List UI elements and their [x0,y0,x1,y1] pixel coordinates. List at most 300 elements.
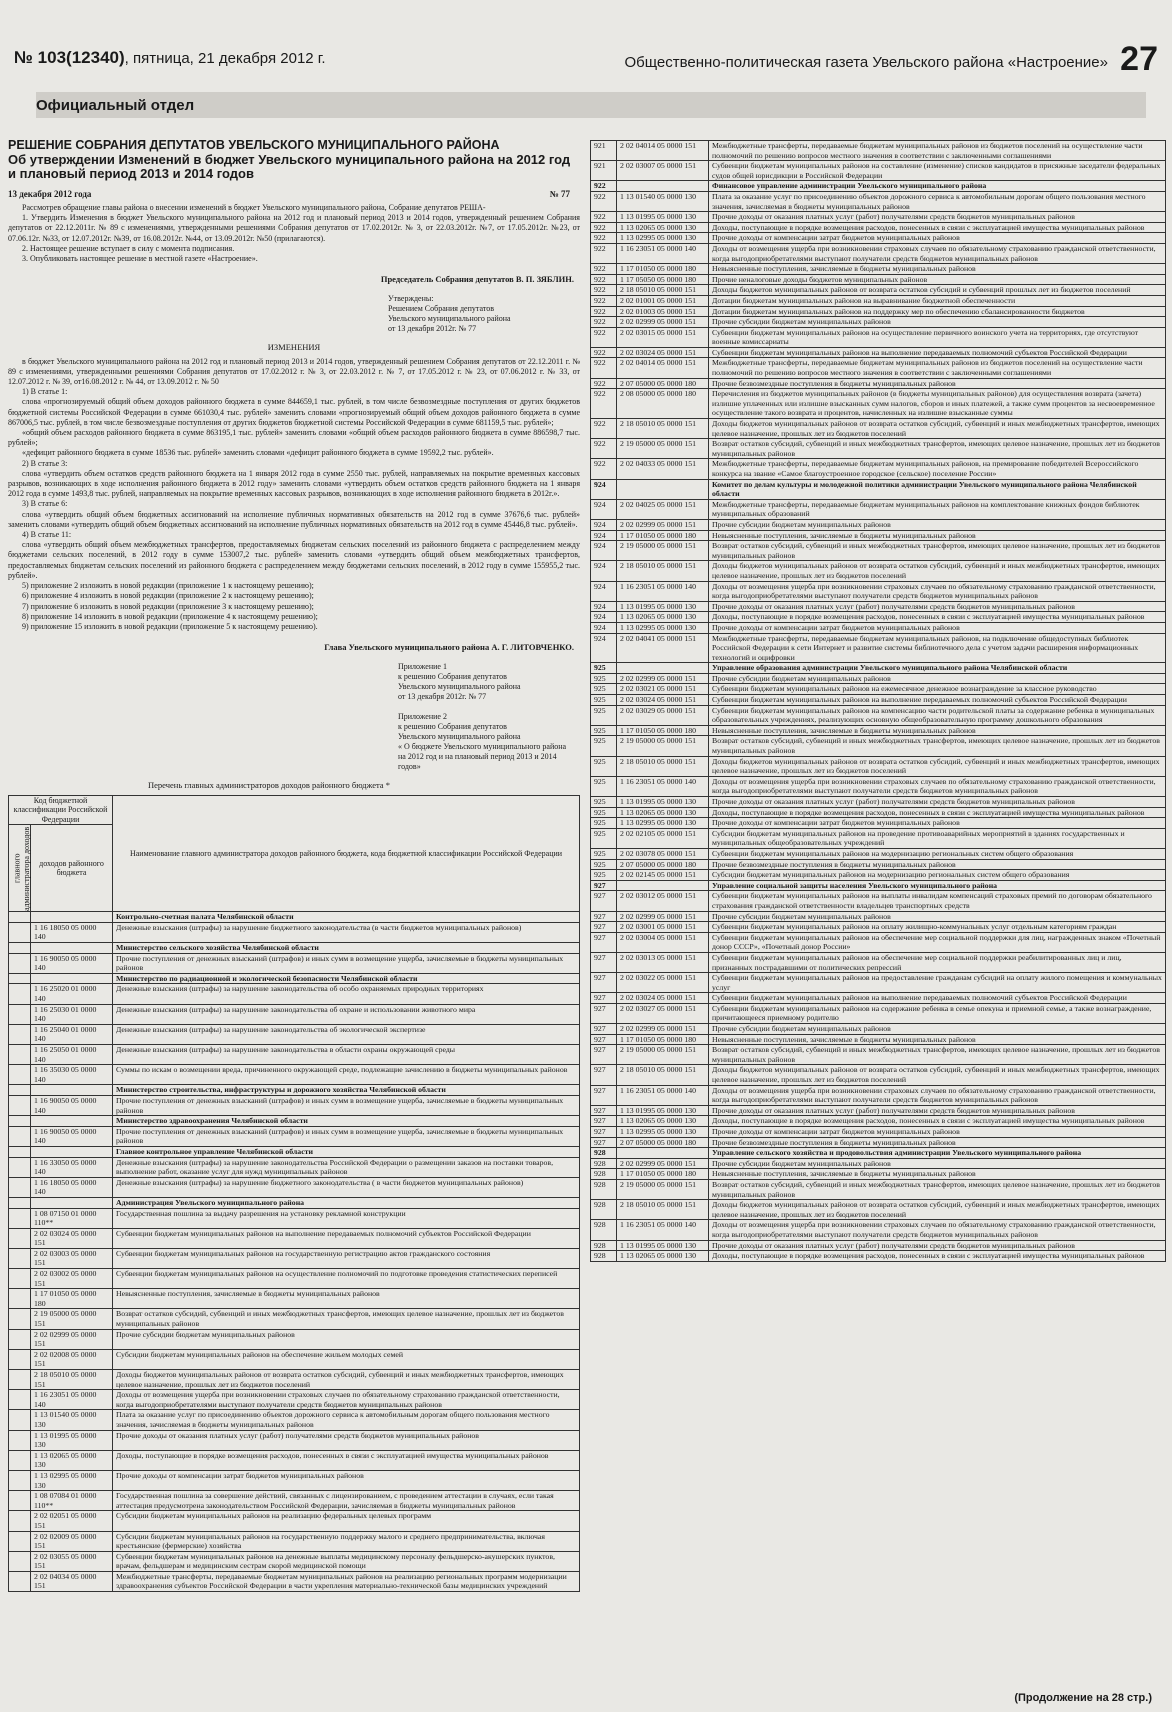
administrator-name-cell: Администрация Увельского муниципального района [113,1197,580,1208]
admin-code-cell: 927 [591,1105,617,1116]
list-title: Перечень главных администраторов доходов районного бюджета * [148,780,390,791]
revenue-code-cell: 1 13 01540 05 0000 130 [31,1410,113,1430]
revenue-code-cell: 1 16 90050 05 0000 140 [31,1126,113,1146]
table-row [591,295,1166,306]
revenue-name-cell: Плата за оказание услуг по присоединению объектов дорожного сервиса к автомобильным дорогам общего пользования местного значения, зачисляемая в бюджеты муниципальных районов [709,191,1166,211]
table-row [9,1065,580,1085]
revenue-code-cell: 2 19 05000 05 0000 151 [617,736,709,756]
decision-date-row [8,189,580,203]
left-column [8,132,580,1702]
admin-code-cell [9,1491,31,1511]
administrator-header-row [591,663,1166,674]
table-row [9,1511,580,1531]
revenue-code-cell: 1 08 07150 01 0000 110** [31,1208,113,1228]
changes-paragraph: 2) В статье 3: [22,458,68,468]
table-row [591,797,1166,808]
appendix-2 [398,712,580,772]
revenue-code-cell: 1 08 07084 01 0000 110** [31,1491,113,1511]
table-row [591,1240,1166,1251]
admin-code-cell [9,1024,31,1044]
table-row [9,1228,580,1248]
admin-code-cell: 928 [591,1200,617,1220]
revenue-code-cell: 2 18 05010 05 0000 151 [617,1065,709,1085]
admin-code-cell: 927 [591,911,617,922]
revenue-code-cell: 2 07 05000 05 0000 180 [617,378,709,389]
revenue-name-cell: Прочие неналоговые доходы бюджетов муниципальных районов [709,274,1166,285]
chair-signature: Председатель Собрания депутатов В. П. ЗЯБЛИН. [380,274,574,285]
administrator-header-row [591,880,1166,891]
admin-code-cell [9,1065,31,1085]
revenue-code-cell: 2 02 02999 05 0000 151 [617,317,709,328]
table-row [591,1169,1166,1180]
revenue-name-cell: Прочие субсидии бюджетам муниципальных районов [709,1024,1166,1035]
table-row [591,891,1166,911]
revenue-name-cell: Прочие поступления от денежных взысканий (штрафов) и иных сумм в возмещение ущерба, зачисляемые в бюджеты муниципальных районов [113,1095,580,1115]
revenue-code-cell: 1 13 02995 05 0000 130 [617,1127,709,1138]
admin-code-cell: 928 [591,1179,617,1199]
admin-code-cell [9,953,31,973]
revenue-name-cell: Прочие субсидии бюджетам муниципальных районов [709,317,1166,328]
revenue-code-cell: 2 19 05000 05 0000 151 [617,1179,709,1199]
changes-paragraph: 4) В статье 11: [22,530,72,540]
administrator-header-row [591,1148,1166,1159]
revenue-code-cell: 1 13 02995 05 0000 130 [617,818,709,829]
administrator-header-row [591,181,1166,192]
table-row [9,1370,580,1390]
table-row [591,622,1166,633]
revenue-code-cell: 2 07 05000 05 0000 180 [617,859,709,870]
admin-code-cell: 928 [591,1148,617,1159]
revenue-code-header: доходов районного бюджета [31,825,113,912]
table-row [9,1126,580,1146]
admin-code-cell: 924 [591,530,617,541]
revenue-code-cell: 1 13 01995 05 0000 130 [617,601,709,612]
admin-code-cell [9,1197,31,1208]
decision-heading: РЕШЕНИЕ СОБРАНИЯ ДЕПУТАТОВ УВЕЛЬСКОГО МУНИЦИПАЛЬНОГО РАЙОНА [8,138,500,152]
revenue-code-cell: 2 02 02051 05 0000 151 [31,1511,113,1531]
revenue-name-cell: Субвенции бюджетам муниципальных районов на оплату жилищно-коммунальных услуг отдельным категориям граждан [709,922,1166,933]
admin-code-cell: 922 [591,264,617,275]
admin-code-cell [9,1551,31,1571]
revenue-name-cell: Невыясненные поступления, зачисляемые в бюджеты муниципальных районов [709,1034,1166,1045]
revenue-name-cell: Доходы бюджетов муниципальных районов от возврата остатков субсидий, субвенций и иных межбюджетных трансфертов, имеющих целевое назначение, прошлых лет из бюджетов поселений [709,1065,1166,1085]
revenue-code-cell [31,1085,113,1096]
table-row [591,264,1166,275]
revenue-code-cell [617,181,709,192]
revenue-name-cell: Невыясненные поступления, зачисляемые в бюджеты муниципальных районов [709,1169,1166,1180]
appendix-line: Приложение 1 [398,662,447,672]
admin-code-cell: 927 [591,1003,617,1023]
revenue-name-cell: Доходы, поступающие в порядке возмещения расходов, понесенных в связи с эксплуатацией имущества муниципальных районов [113,1450,580,1470]
admin-code-cell: 925 [591,807,617,818]
admin-code-cell [9,1146,31,1157]
revenue-code-cell [31,1116,113,1127]
revenue-code-cell: 2 19 05000 05 0000 151 [617,1045,709,1065]
admin-code-cell: 927 [591,973,617,993]
admin-code-cell [9,1228,31,1248]
revenue-name-cell: Прочие безвозмездные поступления в бюджеты муниципальных районов [709,378,1166,389]
revenue-name-cell: Возврат остатков субсидий, субвенций и иных межбюджетных трансфертов, имеющих целевое назначение, прошлых лет из бюджетов муниципальных районов [709,439,1166,459]
section-banner [36,92,1146,118]
admin-code-cell: 925 [591,797,617,808]
table-row [9,1248,580,1268]
table-row [591,1158,1166,1169]
table-row [9,1157,580,1177]
revenue-code-cell: 2 02 03078 05 0000 151 [617,848,709,859]
revenue-code-cell: 2 02 04014 05 0000 151 [617,358,709,378]
revenue-code-cell: 2 18 05010 05 0000 151 [617,285,709,296]
revenue-name-cell: Прочие доходы от компенсации затрат бюджетов муниципальных районов [709,1127,1166,1138]
revenue-code-cell: 2 02 03002 05 0000 151 [31,1269,113,1289]
revenue-name-cell: Денежные взыскания (штрафы) за нарушение законодательства об особо охраняемых природных территориях [113,984,580,1004]
table-row [591,601,1166,612]
revenue-name-cell: Доходы бюджетов муниципальных районов от возврата остатков субсидий, субвенций и иных межбюджетных трансфертов, имеющих целевое назначение, прошлых лет из бюджетов поселений [709,756,1166,776]
administrator-name-cell: Комитет по делам культуры и молодежной политики администрации Увельского муниципального района Челябинской области [709,479,1166,499]
admin-code-cell: 924 [591,561,617,581]
admin-code-cell: 924 [591,499,617,519]
admin-code-cell: 925 [591,756,617,776]
revenue-name-cell: Прочие доходы от компенсации затрат бюджетов муниципальных районов [709,818,1166,829]
revenue-code-cell: 2 02 04033 05 0000 151 [617,459,709,479]
revenue-code-cell: 1 13 02995 05 0000 130 [617,233,709,244]
revenue-name-cell: Невыясненные поступления, зачисляемые в бюджеты муниципальных районов [709,725,1166,736]
revenue-name-cell: Доходы, поступающие в порядке возмещения расходов, понесенных в связи с эксплуатацией имущества муниципальных районов [709,1116,1166,1127]
revenue-name-cell: Возврат остатков субсидий, субвенций и иных межбюджетных трансфертов, имеющих целевое назначение, прошлых лет из бюджетов муниципальных районов [709,736,1166,756]
revenue-name-cell: Доходы от возмещения ущерба при возникновении страховых случаев по обязательному страхованию гражданской ответственности, когда выгодоприобретателями выступают получатели средств бюджетов муниципальных районов [709,581,1166,601]
revenue-name-cell: Субвенции бюджетам муниципальных районов на выполнение передаваемых полномочий субъектов Российской Федерации [709,993,1166,1004]
table-row [591,1045,1166,1065]
table-row [591,499,1166,519]
revenue-code-cell: 1 16 25020 01 0000 140 [31,984,113,1004]
decision-date: 13 декабря 2012 года [8,189,92,199]
revenue-name-cell: Невыясненные поступления, зачисляемые в бюджеты муниципальных районов [709,264,1166,275]
table-row [591,1137,1166,1148]
table-row [591,306,1166,317]
admin-code-cell [9,1390,31,1410]
table-row [9,1045,580,1065]
admin-code-cell: 922 [591,419,617,439]
admin-code-cell [9,984,31,1004]
admin-code-cell: 924 [591,633,617,663]
table-row [9,1551,580,1571]
table-row [9,1208,580,1228]
revenue-name-cell: Межбюджетные трансферты, передаваемые бюджетам муниципальных районов из бюджетов поселений на осуществление части полномочий по решению вопросов местного значения в соответствии с заключенными соглашениями [709,141,1166,161]
revenue-name-cell: Прочие субсидии бюджетам муниципальных районов [709,673,1166,684]
revenue-name-cell: Прочие доходы от оказания платных услуг (работ) получателями средств бюджетов муниципальных районов [709,601,1166,612]
revenue-name-cell: Субвенции бюджетам муниципальных районов на осуществление первичного воинского учета на территориях, где отсутствуют военные комиссариаты [709,327,1166,347]
appendix-line: от 13 декабря 2012г. № 77 [398,692,487,702]
revenue-code-cell: 1 16 23051 05 0000 140 [617,1085,709,1105]
admin-code-cell: 922 [591,222,617,233]
table-row [591,141,1166,161]
table-row [591,222,1166,233]
revenue-name-cell: Прочие доходы от оказания платных услуг (работ) получателями средств бюджетов муниципальных районов [709,797,1166,808]
admin-code-cell: 924 [591,601,617,612]
revenue-name-cell: Субвенции бюджетам муниципальных районов на выполнение передаваемых полномочий субъектов Российской Федерации [709,695,1166,706]
revenue-code-cell [31,1197,113,1208]
admin-code-cell [9,973,31,984]
revenue-name-cell: Невыясненные поступления, зачисляемые в бюджеты муниципальных районов [709,530,1166,541]
administrator-name-cell: Министерство по радиационной и экологической безопасности Челябинской области [113,973,580,984]
admin-code-cell: 925 [591,663,617,674]
name-header: Наименование главного администратора доходов районного бюджета, кода бюджетной классификации Российской Федерации [113,795,580,912]
admin-code-cell: 922 [591,274,617,285]
administrator-header-row [9,1146,580,1157]
revenue-code-cell: 2 02 03001 05 0000 151 [617,922,709,933]
admin-code-cell [9,1004,31,1024]
revenue-name-cell: Межбюджетные трансферты, передаваемые бюджетам муниципальных районов на комплектование книжных фондов библиотек муниципальных образований [709,499,1166,519]
admin-code-cell [9,1208,31,1228]
appendix-line: к решению Собрания депутатов [398,672,507,682]
admin-code-cell: 922 [591,181,617,192]
revenue-code-cell: 2 02 03021 05 0000 151 [617,684,709,695]
table-row [591,191,1166,211]
approved-line: Утверждены: [388,294,434,304]
revenue-code-cell: 1 16 25050 01 0000 140 [31,1045,113,1065]
table-row [9,1095,580,1115]
changes-paragraph: слова «прогнозируемый общий объем доходов районного бюджета в сумме 844659,1 тыс. рублей, в том числе безвозмездные поступления от других бюджетов бюджетной системы Российской Федерации в сумме 661030,4 тыс. рублей» заменить словами «прогнозируемый общий объем доходов районного бюджета в сумме 867006,5 тыс. рублей, в том числе безвозмездные поступления от других бюджетов бюджетной системы Российской Федерации в сумме 681159,5 тыс. рублей»; [8,397,580,427]
changes-paragraph: 8) приложение 14 изложить в новой редакции (приложение 4 к настоящему решению); [22,611,318,621]
revenue-code-cell: 2 02 02999 05 0000 151 [617,1024,709,1035]
table-row [591,776,1166,796]
revenue-name-cell: Доходы, поступающие в порядке возмещения расходов, понесенных в связи с эксплуатацией имущества муниципальных районов [709,222,1166,233]
admin-code-cell [9,1126,31,1146]
revenue-name-cell: Субвенции бюджетам муниципальных районов на денежные выплаты медицинскому персоналу фельдшерско-акушерских пунктов, врачам, фельдшерам и медицинским сестрам скорой медицинской помощи [113,1551,580,1571]
page-number: 27 [1120,40,1158,78]
revenue-name-cell: Прочие доходы от оказания платных услуг (работ) получателями средств бюджетов муниципальных районов [709,1240,1166,1251]
table-row [591,161,1166,181]
revenue-name-cell: Доходы, поступающие в порядке возмещения расходов, понесенных в связи с эксплуатацией имущества муниципальных районов [709,807,1166,818]
admin-code-cell: 924 [591,519,617,530]
changes-title: ИЗМЕНЕНИЯ [267,342,321,353]
revenue-code-cell [31,1146,113,1157]
revenue-code-cell: 1 13 02995 05 0000 130 [31,1470,113,1490]
revenue-code-cell [617,880,709,891]
revenue-name-cell: Суммы по искам о возмещении вреда, причиненного окружающей среде, подлежащие зачислению в бюджеты муниципальных районов [113,1065,580,1085]
revenue-code-cell: 1 17 01050 05 0000 180 [617,725,709,736]
table-row [9,1430,580,1450]
table-row [9,1491,580,1511]
table-row [591,1085,1166,1105]
admin-code-cell: 922 [591,439,617,459]
admin-code-cell [9,1309,31,1329]
administrator-header-row [9,912,580,923]
admin-code-cell: 928 [591,1251,617,1262]
revenue-code-cell: 1 13 01995 05 0000 130 [617,1105,709,1116]
revenue-code-cell: 1 13 01995 05 0000 130 [617,1240,709,1251]
admin-code-cell: 928 [591,1220,617,1240]
revenue-code-cell: 2 02 03012 05 0000 151 [617,891,709,911]
head-signature: Глава Увельского муниципального района А. Г. ЛИТОВЧЕНКО. [324,642,574,653]
decision-body [8,203,580,264]
revenue-code-cell: 2 02 03022 05 0000 151 [617,973,709,993]
revenue-code-cell [31,973,113,984]
revenue-code-cell [617,479,709,499]
admin-code-cell: 925 [591,684,617,695]
revenue-code-cell: 2 02 02008 05 0000 151 [31,1349,113,1369]
revenue-code-cell: 2 19 05000 05 0000 151 [617,439,709,459]
revenue-code-cell: 1 16 33050 05 0000 140 [31,1157,113,1177]
revenue-code-cell: 2 02 04014 05 0000 151 [617,141,709,161]
administrator-name-cell: Министерство сельского хозяйства Челябинской области [113,943,580,954]
appendix-line: на 2012 год и на плановый период 2013 и 2014 годов» [398,752,557,772]
revenue-name-cell: Прочие доходы от компенсации затрат бюджетов муниципальных районов [113,1470,580,1490]
admin-code-cell: 927 [591,1127,617,1138]
revenue-code-cell: 2 18 05010 05 0000 151 [617,561,709,581]
admin-code-cell: 925 [591,776,617,796]
changes-body [8,357,580,632]
body-paragraph: Рассмотрев обращение главы района о внесении изменений в бюджет Увельского муниципального района, Собрание депутатов РЕША- [22,203,486,212]
admin-code-cell: 921 [591,161,617,181]
table-row [591,1105,1166,1116]
appendix-line: Увельского муниципального района [398,682,521,692]
revenue-code-cell: 1 13 02065 05 0000 130 [31,1450,113,1470]
revenue-name-cell: Доходы от возмещения ущерба при возникновении страховых случаев по обязательному страхованию гражданской ответственности, когда выгодоприобретателями выступают получатели средств бюджетов муниципальных районов [709,1085,1166,1105]
admin-code-cell: 927 [591,993,617,1004]
admin-code-header-label: главного администратора доходов [12,826,31,911]
table-row [591,581,1166,601]
admin-code-cell: 922 [591,459,617,479]
appendix-line: к решению Собрания депутатов [398,722,507,732]
table-row [591,859,1166,870]
table-row [591,818,1166,829]
table-row [591,1251,1166,1262]
revenue-code-cell: 2 19 05000 05 0000 151 [617,541,709,561]
admin-code-cell [9,1450,31,1470]
revenue-name-cell: Субвенции бюджетам муниципальных районов на ежемесячное денежное вознаграждение за классное руководство [709,684,1166,695]
revenue-code-cell: 2 02 04034 05 0000 151 [31,1571,113,1591]
revenue-name-cell: Невыясненные поступления, зачисляемые в бюджеты муниципальных районов [113,1289,580,1309]
changes-paragraph: «дефицит районного бюджета в сумме 18536 тыс. рублей» заменить словами «дефицит районного бюджета в сумме 19592,2 тыс. рублей». [22,448,494,458]
admin-code-cell [9,912,31,923]
revenue-name-cell: Прочие поступления от денежных взысканий (штрафов) и иных сумм в возмещение ущерба, зачисляемые в бюджеты муниципальных районов [113,953,580,973]
revenue-name-cell: Денежные взыскания (штрафы) за нарушение законодательства в области охраны окружающей среды [113,1045,580,1065]
admin-code-cell: 922 [591,317,617,328]
revenue-name-cell: Субвенции бюджетам муниципальных районов на предоставление гражданам субсидий на оплату жилого помещения и коммунальных услуг [709,973,1166,993]
table-row [9,1390,580,1410]
table-row [9,1450,580,1470]
table-row [9,953,580,973]
revenue-name-cell: Прочие поступления от денежных взысканий (штрафов) и иных сумм в возмещение ущерба, зачисляемые в бюджеты муниципальных районов [113,1126,580,1146]
table-row [9,1470,580,1490]
approved-line: Решением Собрания депутатов [388,304,494,314]
revenue-name-cell: Субвенции бюджетам муниципальных районов на выполнение передаваемых полномочий субъектов Российской Федерации [709,347,1166,358]
revenue-name-cell: Субвенции бюджетам муниципальных районов на осуществление полномочий по подготовке проведения статистических переписей [113,1269,580,1289]
body-paragraph: 2. Настоящее решение вступает в силу с момента подписания. [22,243,235,253]
admin-code-cell: 927 [591,1034,617,1045]
admin-code-cell: 927 [591,1116,617,1127]
admin-code-cell: 922 [591,306,617,317]
revenue-name-cell: Субвенции бюджетам муниципальных районов на выполнение передаваемых полномочий субъектов Российской Федерации [113,1228,580,1248]
revenue-code-cell: 2 08 05000 05 0000 180 [617,389,709,419]
revenue-code-cell: 2 02 03015 05 0000 151 [617,327,709,347]
right-revenue-table [590,140,1166,1262]
revenue-code-cell: 1 17 01050 05 0000 180 [617,1034,709,1045]
revenue-code-cell: 2 18 05010 05 0000 151 [617,1200,709,1220]
revenue-name-cell: Прочие доходы от оказания платных услуг (работ) получателями средств бюджетов муниципальных районов [709,212,1166,223]
revenue-code-cell: 1 16 23051 05 0000 140 [617,1220,709,1240]
table-row [591,705,1166,725]
table-row [591,519,1166,530]
admin-code-cell: 924 [591,612,617,623]
admin-code-cell: 921 [591,141,617,161]
table-row [591,952,1166,972]
admin-code-cell: 925 [591,695,617,706]
table-row [591,695,1166,706]
table-row [591,922,1166,933]
admin-code-cell: 925 [591,848,617,859]
revenue-code-cell: 1 13 01995 05 0000 130 [617,797,709,808]
revenue-code-cell: 1 13 02065 05 0000 130 [617,1116,709,1127]
admin-code-cell: 925 [591,818,617,829]
table-row [591,973,1166,993]
revenue-name-cell: Дотации бюджетам муниципальных районов на поддержку мер по обеспечению сбалансированности бюджетов [709,306,1166,317]
revenue-code-cell: 1 13 01540 05 0000 130 [617,191,709,211]
revenue-code-cell: 1 17 05050 05 0000 180 [617,274,709,285]
continuation-note: (Продолжение на 28 стр.) [1014,1692,1152,1704]
table-row [591,870,1166,881]
table-row [591,419,1166,439]
table-row [591,1220,1166,1240]
admin-code-cell [9,1269,31,1289]
revenue-name-cell: Прочие субсидии бюджетам муниципальных районов [113,1329,580,1349]
revenue-name-cell: Межбюджетные трансферты, передаваемые бюджетам муниципальных районов на реализацию региональных программ модернизации здравоохранения субъектов Российской Федерации в части укрепления материально-технической базы медицинских учреждений [113,1571,580,1591]
revenue-name-cell: Субвенции бюджетам муниципальных районов на обеспечение мер социальной поддержки реабилитированных лиц и лиц, признанных пострадавшими от политических репрессий [709,952,1166,972]
revenue-name-cell: Прочие доходы от оказания платных услуг (работ) получателями средств бюджетов муниципальных районов [709,1105,1166,1116]
changes-paragraph: «общий объем расходов районного бюджета в сумме 863195,1 тыс. рублей» заменить словами «общий объем расходов районного бюджета в сумме 886598,7 тыс. рублей»; [8,428,580,448]
administrator-name-cell: Управление сельского хозяйства и продовольствия администрации Увельского муниципального района [709,1148,1166,1159]
revenue-name-cell: Перечисления из бюджетов муниципальных районов (в бюджеты муниципальных районов) для осуществления возврата (зачета) излишне уплаченных или излишне взысканных сумм налогов, сборов и иных платежей, а также сумм процентов за несвоевременное осуществление такого возврата и процентов, начисленных на излишне взысканные суммы [709,389,1166,419]
body-paragraph: 1. Утвердить Изменения в бюджет Увельского муниципального района на 2012 год и плановый период 2013 и 2014 годов, утвержденный решением Собрания депутатов от 22.12.2011г. № 89 с изменениями, утвержденными решениями Собрания депутатов от 17.02.2012г. № 3, от 22.03.2012г. №7, от 17.05.2012г. №23, от 07.06.12г. №33, от 12.07.2012г. №39, от 16.08.2012г. №44, от 13.09.2012г. №50 (прилагаются). [8,213,580,243]
table-row [591,807,1166,818]
table-row [591,285,1166,296]
table-row [591,612,1166,623]
table-row [591,1127,1166,1138]
revenue-code-cell: 1 13 02995 05 0000 130 [617,622,709,633]
right-column [590,140,1166,1688]
changes-paragraph: слова «утвердить объем остатков средств районного бюджета на 1 января 2012 года в сумме 2550 тыс. рублей, направляемых на покрытие временных кассовых разрывов, возникающих в ходе исполнения районного бюджета в 2012 году» заменить словами «утвердить объем остатков средств районного бюджета на 1 января 2012 года в сумме 1493,8 тыс. рублей, направляемых на покрытие временных кассовых разрывов, возникающих в ходе исполнения районного бюджета в 2012г.». [8,468,580,499]
admin-code-cell [9,1470,31,1490]
newspaper-name: Общественно-политическая газета Увельского района «Настроение» [624,54,1108,71]
changes-paragraph: в бюджет Увельского муниципального района на 2012 год и плановый период 2013 и 2014 годов, утвержденный решением Собрания депутатов от 22.12.2011 г. № 89 с изменениями, утвержденными решениями Собрания депутатов от 17.02.2012 г. № 3, от 22.03.2012 г. № 7, от 17.05.2012 г. № 23, от 07.06.2012 г. № 33, от 12.07.2012 г. № 39, от16.08.2012 г. № 44, от 13.09.2012 г. № 50 [8,356,580,387]
revenue-code-cell: 2 02 02145 05 0000 151 [617,870,709,881]
revenue-code-cell: 1 13 01995 05 0000 130 [31,1430,113,1450]
administrator-header-row [9,1197,580,1208]
revenue-name-cell: Доходы бюджетов муниципальных районов от возврата остатков субсидий, субвенций и иных межбюджетных трансфертов, имеющих целевое назначение, прошлых лет из бюджетов поселений [113,1370,580,1390]
revenue-code-cell: 1 17 01050 05 0000 180 [617,264,709,275]
revenue-name-cell: Доходы бюджетов муниципальных районов от возврата остатков субсидий, субвенций и иных межбюджетных трансфертов, имеющих целевое назначение, прошлых лет из бюджетов поселений [709,419,1166,439]
appendix-line: « О бюджете Увельского муниципального района [398,742,567,752]
admin-code-header [9,825,31,912]
revenue-name-cell: Прочие субсидии бюджетам муниципальных районов [709,911,1166,922]
revenue-name-cell: Доходы от возмещения ущерба при возникновении страховых случаев по обязательному страхованию гражданской ответственности, когда выгодоприобретателями выступают получатели средств бюджетов муниципальных районов [709,776,1166,796]
table-row [591,828,1166,848]
table-row [9,1349,580,1369]
revenue-code-cell: 2 18 05010 05 0000 151 [617,756,709,776]
revenue-name-cell: Прочие субсидии бюджетам муниципальных районов [709,519,1166,530]
admin-code-cell: 922 [591,233,617,244]
table-row [591,212,1166,223]
admin-code-cell: 925 [591,828,617,848]
revenue-code-cell: 1 13 02065 05 0000 130 [617,1251,709,1262]
table-row [591,1003,1166,1023]
admin-code-cell: 927 [591,1045,617,1065]
revenue-name-cell: Субвенции бюджетам муниципальных районов на государственную регистрацию актов гражданского состояния [113,1248,580,1268]
admin-code-cell: 924 [591,581,617,601]
appendix-line: Приложение 2 [398,712,447,722]
admin-code-cell: 925 [591,705,617,725]
changes-paragraph: 9) приложение 15 изложить в новой редакции (приложение 5 к настоящему решению). [22,621,318,631]
